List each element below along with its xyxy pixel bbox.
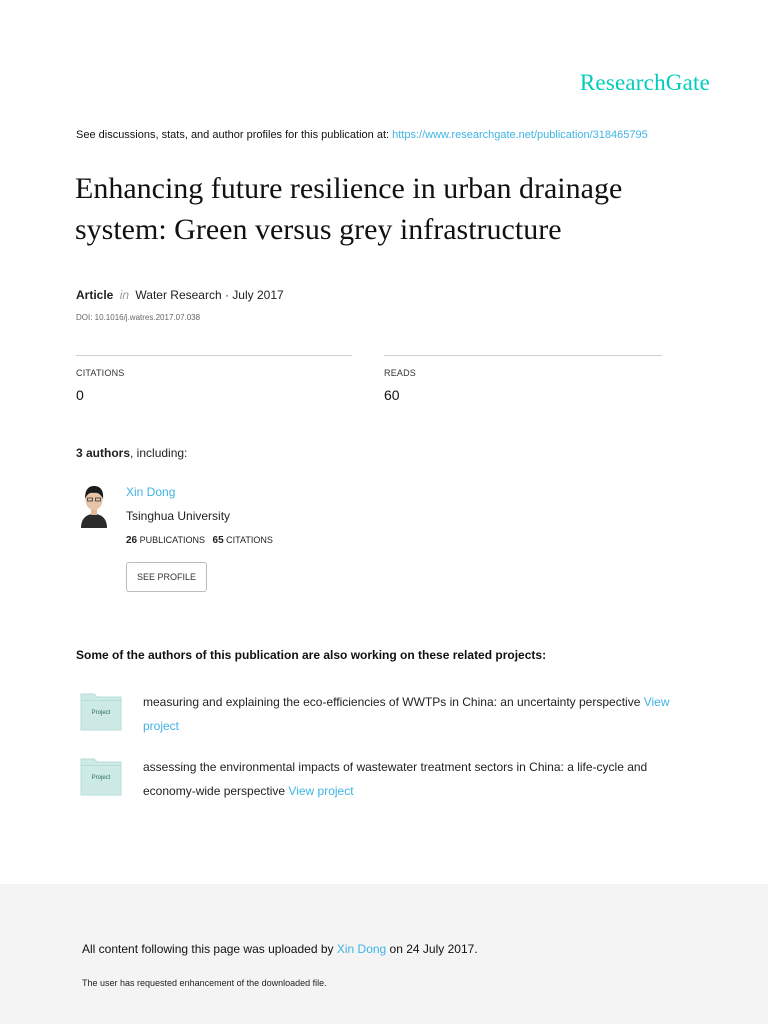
publication-url-link[interactable]: https://www.researchgate.net/publication/318465795 bbox=[392, 129, 648, 141]
enhancement-note: The user has requested enhancement of the downloaded file. bbox=[82, 978, 327, 988]
project-2-text: assessing the environmental impacts of wastewater treatment sectors in China: a life-cycle and economy-wide perspective bbox=[143, 760, 648, 798]
project-folder-icon[interactable] bbox=[80, 756, 122, 796]
uploader-link[interactable]: Xin Dong bbox=[336, 942, 387, 956]
citations-divider bbox=[76, 355, 352, 356]
article-meta bbox=[76, 288, 284, 302]
author-citations-count: 65 bbox=[212, 535, 224, 546]
researchgate-logo[interactable]: ResearchGate bbox=[579, 70, 710, 95]
page-title bbox=[75, 168, 695, 250]
in-word: in bbox=[119, 288, 130, 302]
folder-label: Project bbox=[91, 710, 111, 716]
project-1-text: measuring and explaining the eco-efficiencies of WWTPs in China: an uncertainty perspective bbox=[143, 695, 644, 709]
see-profile-button[interactable]: SEE PROFILE bbox=[126, 562, 207, 592]
reads-value: 60 bbox=[384, 387, 400, 403]
projects-heading: Some of the authors of this publication are also working on these related projects: bbox=[76, 648, 547, 662]
author-name-link[interactable]: Xin Dong bbox=[126, 485, 176, 499]
author-stats bbox=[126, 535, 273, 546]
upload-suffix: on 24 July 2017. bbox=[386, 942, 478, 956]
article-type: Article bbox=[76, 288, 114, 302]
author-institution: Tsinghua University bbox=[126, 509, 231, 523]
citations-value: 0 bbox=[76, 387, 84, 403]
publications-count: 26 bbox=[126, 535, 138, 546]
author-citations-label: CITATIONS bbox=[226, 535, 273, 545]
authors-heading bbox=[76, 446, 187, 460]
upload-notice bbox=[82, 942, 478, 956]
authors-count: 3 authors bbox=[76, 446, 131, 460]
intro-text: See discussions, stats, and author profiles for this publication at: bbox=[76, 129, 390, 141]
upload-prefix: All content following this page was uploaded by bbox=[82, 942, 337, 956]
project-1-view-link[interactable]: View project bbox=[143, 695, 670, 733]
author-photo bbox=[79, 484, 109, 528]
publication-intro bbox=[76, 129, 648, 141]
reads-divider bbox=[384, 355, 662, 356]
avatar[interactable] bbox=[79, 484, 109, 528]
project-folder-icon[interactable] bbox=[80, 691, 122, 731]
title-line-2: system: Green versus grey infrastructure bbox=[75, 213, 562, 246]
publications-label: PUBLICATIONS bbox=[139, 535, 205, 545]
folder-label: Project bbox=[91, 775, 111, 781]
title-line-1: Enhancing future resilience in urban drainage bbox=[75, 172, 623, 205]
doi: DOI: 10.1016/j.watres.2017.07.038 bbox=[76, 313, 201, 322]
reads-label: READS bbox=[384, 368, 417, 378]
journal-date: Water Research · July 2017 bbox=[135, 288, 284, 302]
citations-label: CITATIONS bbox=[76, 368, 125, 378]
authors-suffix: , including: bbox=[130, 446, 188, 460]
project-2-view-link[interactable]: View project bbox=[288, 784, 354, 798]
project-item-1 bbox=[143, 690, 683, 738]
project-item-2 bbox=[143, 755, 683, 803]
